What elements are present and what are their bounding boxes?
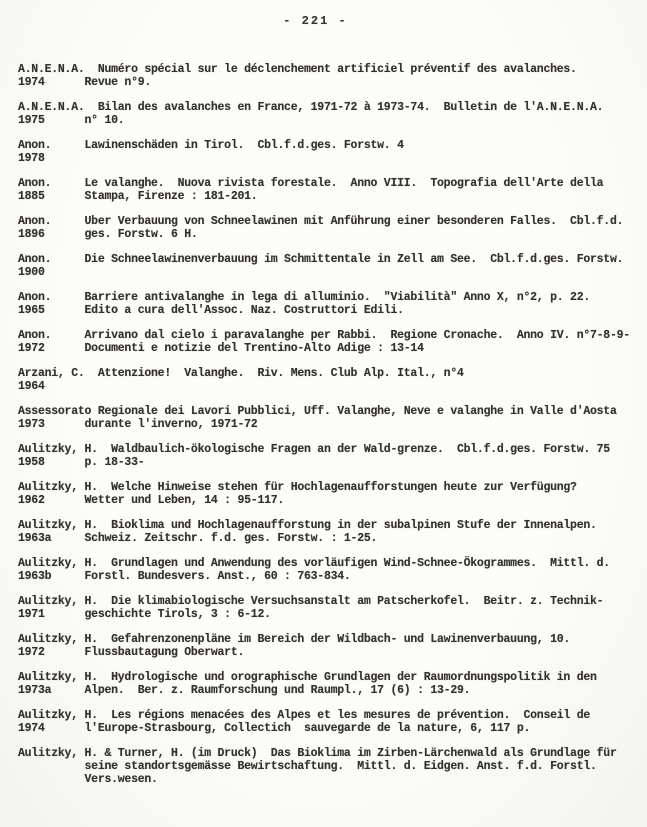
- bib-entry: [18, 595, 639, 621]
- bib-entry: [18, 443, 639, 469]
- bib-entry: [18, 329, 639, 355]
- entry-line: Aulitzky, H. Grundlagen und Anwendung des vorläufigen Wind-Schnee-Ökogrammes. Mittl. d.: [18, 557, 610, 570]
- entry-line: Aulitzky, H. Die klimabiologische Versuchsanstalt am Patscherkofel. Beitr. z. Technik-: [18, 595, 604, 608]
- bib-entry: [18, 671, 639, 697]
- entry-line: 1958 p. 18-33-: [18, 456, 145, 469]
- entry-line: 1965 Edito a cura dell'Assoc. Naz. Costruttori Edili.: [18, 304, 404, 317]
- bib-entry: [18, 405, 639, 431]
- entry-line: 1900: [18, 266, 85, 279]
- entry-line: 1972 Documenti e notizie del Trentino-Alto Adige : 13-14: [18, 342, 424, 355]
- entry-line: Anon. Le valanghe. Nuova rivista forestale. Anno VIII. Topografia dell'Arte della: [18, 177, 604, 190]
- entry-line: 1973 durante l'inverno, 1971-72: [18, 418, 258, 431]
- entry-line: Anon. Lawinenschäden in Tirol. Cbl.f.d.ges. Forstw. 4: [18, 139, 404, 152]
- entry-line: Anon. Uber Verbauung von Schneelawinen mit Anführung einer besonderen Falles. Cbl.f.d.: [18, 215, 624, 228]
- entry-line: 1974 l'Europe-Strasbourg, Collectich sauvegarde de la nature, 6, 117 p.: [18, 722, 531, 735]
- entry-line: Aulitzky, H. Les régions menacées des Alpes et les mesures de prévention. Conseil de: [18, 709, 590, 722]
- entry-line: Aulitzky, H. Hydrologische und orographische Grundlagen der Raumordnungspolitik in den: [18, 671, 597, 684]
- entry-line: 1971 geschichte Tirols, 3 : 6-12.: [18, 608, 271, 621]
- entry-line: 1962 Wetter und Leben, 14 : 95-117.: [18, 494, 285, 507]
- entry-line: 1973a Alpen. Ber. z. Raumforschung und Raumpl., 17 (6) : 13-29.: [18, 684, 471, 697]
- entry-line: 1964: [18, 380, 85, 393]
- bibliography-list: [18, 63, 639, 786]
- entry-line: 1972 Flussbautagung Oberwart.: [18, 646, 245, 659]
- entry-line: 1974 Revue n°9.: [18, 76, 152, 89]
- page-number: - 221 -: [283, 14, 348, 28]
- bib-entry: [18, 709, 639, 735]
- bib-entry: [18, 557, 639, 583]
- entry-line: 1963a Schweiz. Zeitschr. f.d. ges. Forstw. : 1-25.: [18, 532, 378, 545]
- entry-line: 1963b Forstl. Bundesvers. Anst., 60 : 763-834.: [18, 570, 351, 583]
- bib-entry: [18, 101, 639, 127]
- entry-line: Aulitzky, H. Welche Hinweise stehen für Hochlagenaufforstungen heute zur Verfügung?: [18, 481, 577, 494]
- entry-line: Vers.wesen.: [18, 773, 158, 786]
- bib-entry: [18, 177, 639, 203]
- entry-line: Anon. Die Schneelawinenverbauung im Schmittentale in Zell am See. Cbl.f.d.ges. Forstw.: [18, 253, 624, 266]
- bib-entry: [18, 139, 639, 165]
- entry-line: 1885 Stampa, Firenze : 181-201.: [18, 190, 258, 203]
- entry-line: 1896 ges. Forstw. 6 H.: [18, 228, 198, 241]
- entry-line: Aulitzky, H. Waldbaulich-ökologische Fragen an der Wald-grenze. Cbl.f.d.ges. Forstw. 75: [18, 443, 610, 456]
- entry-line: Aulitzky, H. Bioklima und Hochlagenaufforstung in der subalpinen Stufe der Innenalpen.: [18, 519, 597, 532]
- bib-entry: [18, 367, 639, 393]
- entry-line: Assessorato Regionale dei Lavori Pubblici, Uff. Valanghe, Neve e valanghe in Valle d'Aosta: [18, 405, 617, 418]
- bib-entry: [18, 215, 639, 241]
- entry-line: Anon. Barriere antivalanghe in lega di alluminio. "Viabilità" Anno X, n°2, p. 22.: [18, 291, 590, 304]
- bib-entry: [18, 63, 639, 89]
- entry-line: 1978: [18, 152, 85, 165]
- entry-line: 1975 n° 10.: [18, 114, 125, 127]
- entry-line: Arzani, C. Attenzione! Valanghe. Riv. Mens. Club Alp. Ital., n°4: [18, 367, 464, 380]
- entry-line: seine standortsgemässe Bewirtschaftung. Mittl. d. Eidgen. Anst. f.d. Forstl.: [18, 760, 597, 773]
- bib-entry: [18, 519, 639, 545]
- entry-line: A.N.E.N.A. Numéro spécial sur le déclenchement artificiel préventif des avalanches.: [18, 63, 577, 76]
- bib-entry: [18, 481, 639, 507]
- bib-entry: [18, 633, 639, 659]
- entry-line: Aulitzky, H. Gefahrenzonenpläne im Bereich der Wildbach- und Lawinenverbauung, 10.: [18, 633, 571, 646]
- entry-line: Aulitzky, H. & Turner, H. (im Druck) Das Bioklima im Zirben-Lärchenwald als Grundlage für: [18, 747, 617, 760]
- bib-entry: [18, 291, 639, 317]
- entry-line: Anon. Arrivano dal cielo i paravalanghe per Rabbi. Regione Cronache. Anno IV. n°7-8-9-: [18, 329, 630, 342]
- bib-entry: [18, 747, 639, 786]
- bib-entry: [18, 253, 639, 279]
- entry-line: A.N.E.N.A. Bilan des avalanches en France, 1971-72 à 1973-74. Bulletin de l'A.N.E.N.A.: [18, 101, 604, 114]
